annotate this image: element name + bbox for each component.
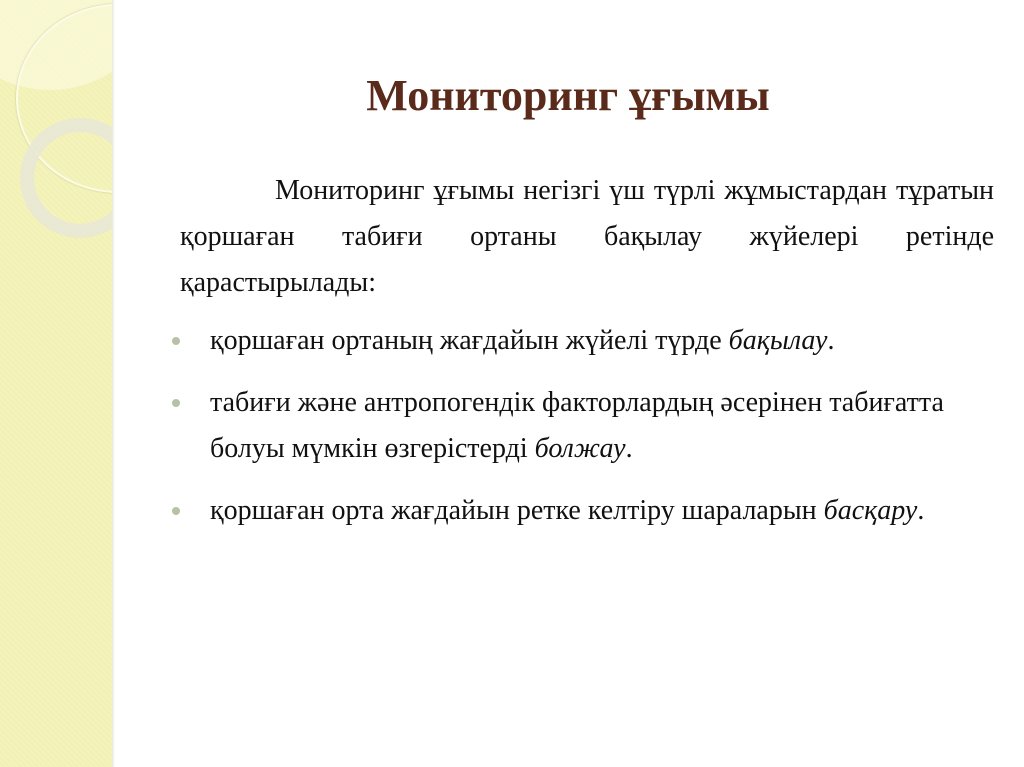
intro-paragraph: Мониторинг ұғымы негізгі үш түрлі жұмыстардан тұратын қоршаған табиғи ортаны бақылау жүйелері ретінде қарастырылады: (180, 175, 994, 298)
bullet-icon (172, 507, 180, 515)
bullet-text: қоршаған орта жағдайын ретке келтіру шараларын (210, 495, 824, 526)
bullet-text: табиғи және антропогендік факторлардың әсерінен табиғатта болуы мүмкін өзгерістерді (210, 387, 944, 464)
bullet-end: . (625, 433, 633, 464)
bullet-item (180, 380, 980, 472)
decorative-side-band (0, 0, 112, 767)
bullet-item (180, 488, 980, 534)
bullet-text: қоршаған ортаның жағдайын жүйелі түрде (210, 325, 729, 356)
bullet-list (180, 318, 980, 550)
bullet-emphasis: бақылау (728, 325, 828, 356)
slide-title: Мониторинг ұғымы (366, 71, 770, 120)
bullet-emphasis: болжау (534, 433, 626, 464)
bullet-icon (172, 399, 180, 407)
bullet-emphasis: басқару (823, 495, 918, 526)
bullet-end: . (827, 325, 835, 356)
bullet-icon (172, 337, 180, 345)
bullet-item (180, 318, 980, 364)
bullet-end: . (917, 495, 925, 526)
